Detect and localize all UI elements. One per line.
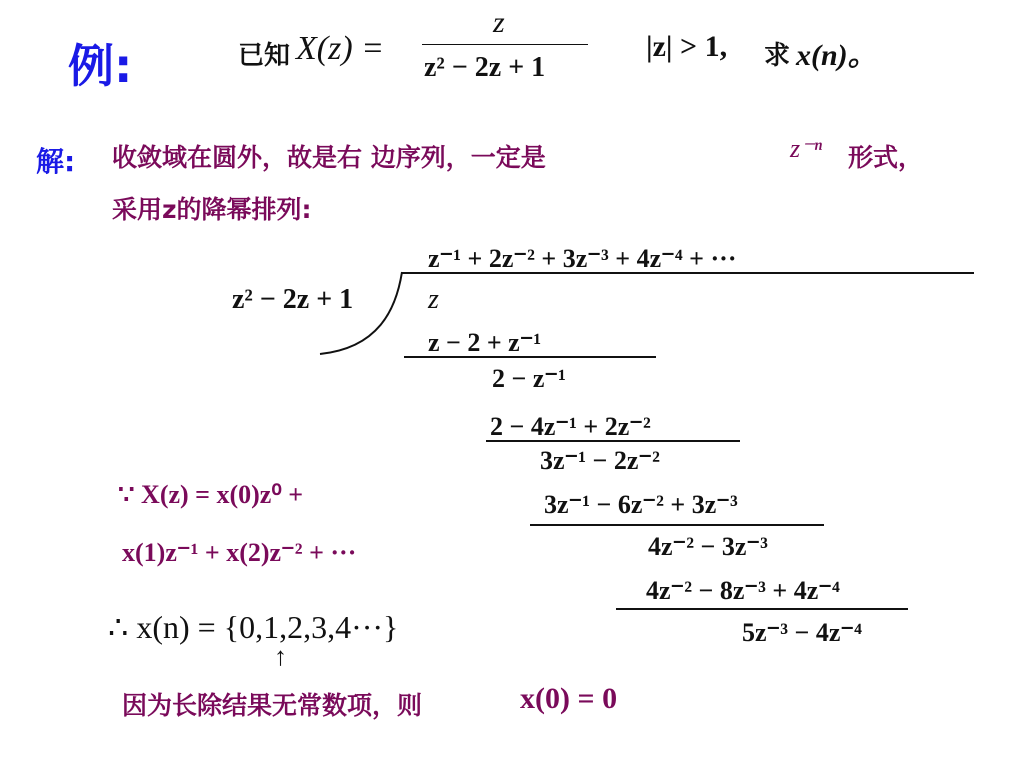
division-step-7: 4z⁻² − 8z⁻³ + 4z⁻⁴ (646, 576, 840, 605)
solution-label: 解: (36, 145, 76, 178)
fraction-numerator: z (493, 6, 505, 39)
roc-condition: |z| > 1, (646, 30, 728, 63)
fraction-bar (422, 44, 588, 45)
solution-line1: 收敛域在圆外，故是右 边序列，一定是 (112, 143, 546, 172)
example-label: 例: (68, 39, 133, 93)
division-step-2: 2 − z⁻¹ (492, 364, 566, 393)
division-line-3 (530, 524, 824, 526)
because-line2: x(1)z⁻¹ + x(2)z⁻² + ··· (122, 538, 357, 567)
division-bracket (318, 270, 410, 360)
solution-line1-tail: 形式， (848, 143, 924, 172)
division-step-1: z − 2 + z⁻¹ (428, 328, 542, 357)
division-step-8: 5z⁻³ − 4z⁻⁴ (742, 618, 862, 647)
division-step-3: 2 − 4z⁻¹ + 2z⁻² (490, 412, 651, 441)
fraction-denominator: z² − 2z + 1 (424, 52, 546, 83)
dividend: z (428, 284, 439, 315)
division-line-1 (404, 356, 656, 358)
conclusion-text: 因为长除结果无常数项，则 (122, 691, 423, 720)
given-prefix: 已知 (238, 41, 291, 71)
therefore-line: ∴ x(n) = {0,1,2,3,4···} (108, 609, 399, 645)
given-lhs: X(z) = (296, 30, 385, 67)
quotient: z⁻¹ + 2z⁻² + 3z⁻³ + 4z⁻⁴ + ··· (428, 244, 737, 273)
solution-line2: 采用z的降幂排列: (112, 195, 312, 224)
conclusion-math: x(0) = 0 (520, 682, 618, 715)
division-step-4: 3z⁻¹ − 2z⁻² (540, 446, 660, 475)
division-top-line (402, 272, 974, 274)
divisor: z² − 2z + 1 (232, 284, 354, 315)
ask-target: x(n)。 (796, 39, 878, 72)
because-line1: ∵ X(z) = x(0)z⁰ + (118, 480, 304, 509)
division-line-4 (616, 608, 908, 610)
division-step-5: 3z⁻¹ − 6z⁻² + 3z⁻³ (544, 490, 738, 519)
solution-term: z⁻ⁿ (790, 134, 823, 163)
division-line-2 (486, 440, 740, 442)
index-arrow: ↑ (274, 642, 287, 671)
division-step-6: 4z⁻² − 3z⁻³ (648, 532, 768, 561)
ask-label: 求 (764, 41, 791, 71)
